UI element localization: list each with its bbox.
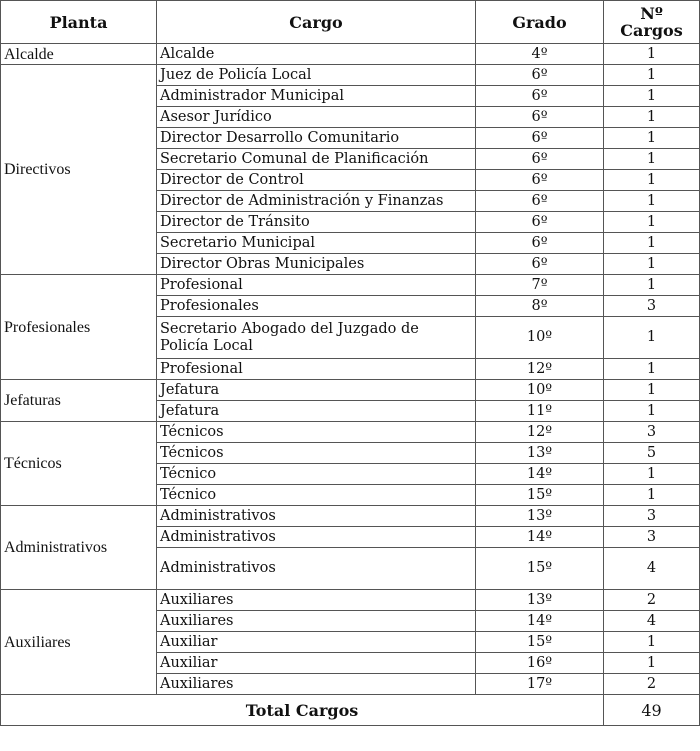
planta-cell: Alcalde bbox=[1, 44, 157, 65]
cargo-cell: Director Obras Municipales bbox=[157, 254, 476, 275]
cargo-cell: Técnico bbox=[157, 464, 476, 485]
grado-cell: 10º bbox=[476, 380, 604, 401]
cargo-cell: Administrativos bbox=[157, 506, 476, 527]
table-row bbox=[1, 506, 700, 527]
n-cargos-cell: 1 bbox=[604, 107, 700, 128]
n-cargos-cell: 1 bbox=[604, 317, 700, 359]
cargo-cell: Auxiliares bbox=[157, 674, 476, 695]
grado-cell: 11º bbox=[476, 401, 604, 422]
cargo-cell: Alcalde bbox=[157, 44, 476, 65]
grado-cell: 6º bbox=[476, 233, 604, 254]
table-row bbox=[1, 590, 700, 611]
grado-cell: 16º bbox=[476, 653, 604, 674]
n-cargos-cell: 2 bbox=[604, 674, 700, 695]
n-cargos-cell: 1 bbox=[604, 401, 700, 422]
n-cargos-cell: 3 bbox=[604, 296, 700, 317]
n-cargos-cell: 1 bbox=[604, 86, 700, 107]
grado-cell: 14º bbox=[476, 527, 604, 548]
cargo-cell: Director de Tránsito bbox=[157, 212, 476, 233]
grado-cell: 6º bbox=[476, 149, 604, 170]
table-row bbox=[1, 275, 700, 296]
cargo-cell: Administrativos bbox=[157, 548, 476, 590]
n-cargos-cell: 3 bbox=[604, 527, 700, 548]
header-cargo: Cargo bbox=[157, 1, 476, 44]
cargo-cell: Auxiliares bbox=[157, 590, 476, 611]
cargo-cell: Auxiliares bbox=[157, 611, 476, 632]
cargo-cell: Secretario Municipal bbox=[157, 233, 476, 254]
n-cargos-cell: 1 bbox=[604, 212, 700, 233]
grado-cell: 15º bbox=[476, 485, 604, 506]
grado-cell: 6º bbox=[476, 212, 604, 233]
n-cargos-cell: 1 bbox=[604, 254, 700, 275]
cargo-cell: Director Desarrollo Comunitario bbox=[157, 128, 476, 149]
n-cargos-cell: 1 bbox=[604, 380, 700, 401]
grado-cell: 17º bbox=[476, 674, 604, 695]
grado-cell: 8º bbox=[476, 296, 604, 317]
header-row bbox=[1, 1, 700, 44]
grado-cell: 14º bbox=[476, 611, 604, 632]
planta-cell: Profesionales bbox=[1, 275, 157, 380]
grado-cell: 13º bbox=[476, 443, 604, 464]
grado-cell: 6º bbox=[476, 170, 604, 191]
grado-cell: 4º bbox=[476, 44, 604, 65]
planta-cell: Auxiliares bbox=[1, 590, 157, 695]
grado-cell: 12º bbox=[476, 422, 604, 443]
grado-cell: 6º bbox=[476, 191, 604, 212]
cargo-cell: Administrativos bbox=[157, 527, 476, 548]
cargo-cell: Director de Administración y Finanzas bbox=[157, 191, 476, 212]
planta-cell: Directivos bbox=[1, 65, 157, 275]
grado-cell: 7º bbox=[476, 275, 604, 296]
cargo-cell: Jefatura bbox=[157, 380, 476, 401]
cargo-cell: Secretario Abogado del Juzgado de Policía Local bbox=[157, 317, 476, 359]
n-cargos-cell: 1 bbox=[604, 275, 700, 296]
cargo-cell: Profesional bbox=[157, 275, 476, 296]
grado-cell: 6º bbox=[476, 65, 604, 86]
header-n-cargos: Nº Cargos bbox=[604, 1, 700, 44]
header-planta: Planta bbox=[1, 1, 157, 44]
n-cargos-cell: 4 bbox=[604, 548, 700, 590]
cargo-cell: Director de Control bbox=[157, 170, 476, 191]
n-cargos-cell: 1 bbox=[604, 653, 700, 674]
table-row bbox=[1, 65, 700, 86]
n-cargos-cell: 4 bbox=[604, 611, 700, 632]
table-row bbox=[1, 44, 700, 65]
n-cargos-cell: 1 bbox=[604, 170, 700, 191]
cargo-cell: Jefatura bbox=[157, 401, 476, 422]
cargo-cell: Técnicos bbox=[157, 422, 476, 443]
planta-cell: Técnicos bbox=[1, 422, 157, 506]
grado-cell: 10º bbox=[476, 317, 604, 359]
cargo-cell: Auxiliar bbox=[157, 632, 476, 653]
cargo-cell: Juez de Policía Local bbox=[157, 65, 476, 86]
n-cargos-cell: 1 bbox=[604, 44, 700, 65]
total-row bbox=[1, 695, 700, 726]
grado-cell: 12º bbox=[476, 359, 604, 380]
n-cargos-cell: 1 bbox=[604, 359, 700, 380]
table-row bbox=[1, 380, 700, 401]
total-label: Total Cargos bbox=[1, 695, 604, 726]
cargo-cell: Técnico bbox=[157, 485, 476, 506]
grado-cell: 14º bbox=[476, 464, 604, 485]
planta-cell: Jefaturas bbox=[1, 380, 157, 422]
grado-cell: 15º bbox=[476, 632, 604, 653]
n-cargos-cell: 1 bbox=[604, 233, 700, 254]
total-value: 49 bbox=[604, 695, 700, 726]
grado-cell: 6º bbox=[476, 128, 604, 149]
cargo-cell: Técnicos bbox=[157, 443, 476, 464]
table-row bbox=[1, 422, 700, 443]
header-grado: Grado bbox=[476, 1, 604, 44]
n-cargos-cell: 3 bbox=[604, 506, 700, 527]
cargo-cell: Secretario Comunal de Planificación bbox=[157, 149, 476, 170]
n-cargos-cell: 2 bbox=[604, 590, 700, 611]
n-cargos-cell: 1 bbox=[604, 65, 700, 86]
cargo-cell: Profesional bbox=[157, 359, 476, 380]
planta-cell: Administrativos bbox=[1, 506, 157, 590]
grado-cell: 6º bbox=[476, 254, 604, 275]
n-cargos-cell: 1 bbox=[604, 149, 700, 170]
cargo-cell: Auxiliar bbox=[157, 653, 476, 674]
n-cargos-cell: 1 bbox=[604, 128, 700, 149]
grado-cell: 13º bbox=[476, 506, 604, 527]
cargo-cell: Administrador Municipal bbox=[157, 86, 476, 107]
n-cargos-cell: 1 bbox=[604, 464, 700, 485]
n-cargos-cell: 3 bbox=[604, 422, 700, 443]
cargo-cell: Profesionales bbox=[157, 296, 476, 317]
table-body bbox=[1, 44, 700, 695]
cargo-cell: Asesor Jurídico bbox=[157, 107, 476, 128]
n-cargos-cell: 5 bbox=[604, 443, 700, 464]
grado-cell: 6º bbox=[476, 107, 604, 128]
grado-cell: 6º bbox=[476, 86, 604, 107]
n-cargos-cell: 1 bbox=[604, 632, 700, 653]
grado-cell: 13º bbox=[476, 590, 604, 611]
grado-cell: 15º bbox=[476, 548, 604, 590]
n-cargos-cell: 1 bbox=[604, 191, 700, 212]
n-cargos-cell: 1 bbox=[604, 485, 700, 506]
